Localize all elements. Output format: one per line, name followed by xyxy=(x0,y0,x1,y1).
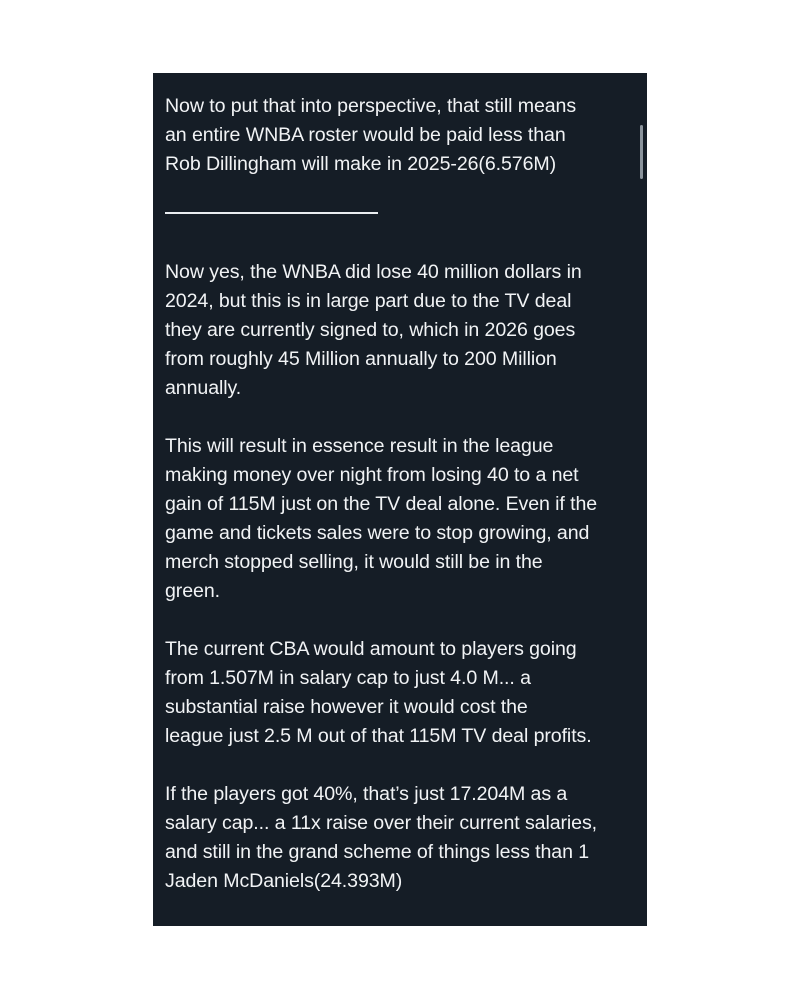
text-line: If the players got 40%, that’s just 17.204M as a xyxy=(165,783,568,805)
text-line: and still in the grand scheme of things less than 1 xyxy=(165,841,590,863)
text-line: merch stopped selling, it would still be in the xyxy=(165,551,543,573)
paragraph-cba xyxy=(165,635,635,751)
paragraph-gap xyxy=(165,751,635,780)
text-line: from roughly 45 Million annually to 200 Million xyxy=(165,348,557,370)
text-line: This will result in essence result in the league xyxy=(165,435,554,457)
paragraph-gap xyxy=(165,606,635,635)
text-line: they are currently signed to, which in 2026 goes xyxy=(165,319,576,341)
text-line: game and tickets sales were to stop growing, and xyxy=(165,522,590,544)
text-line: annually. xyxy=(165,377,242,399)
text-line: from 1.507M in salary cap to just 4.0 M... a xyxy=(165,667,531,689)
text-line: making money over night from losing 40 to a net xyxy=(165,464,579,486)
paragraph-perspective xyxy=(165,92,635,179)
text-line: Now to put that into perspective, that still means xyxy=(165,95,577,117)
text-line: Rob Dillingham will make in 2025-26(6.576M) xyxy=(165,153,557,175)
text-line: Now yes, the WNBA did lose 40 million dollars in xyxy=(165,261,582,283)
text-line: 2024, but this is in large part due to the TV deal xyxy=(165,290,572,312)
text-line: salary cap... a 11x raise over their current salaries, xyxy=(165,812,598,834)
post-panel[interactable] xyxy=(153,73,647,926)
text-line: Jaden McDaniels(24.393M) xyxy=(165,870,403,892)
text-line: green. xyxy=(165,580,220,602)
paragraph-league-profit xyxy=(165,432,635,606)
text-line: an entire WNBA roster would be paid less than xyxy=(165,124,566,146)
text-line: league just 2.5 M out of that 115M TV deal profits. xyxy=(165,725,592,747)
text-line: gain of 115M just on the TV deal alone. Even if the xyxy=(165,493,598,515)
paragraph-salary-cap xyxy=(165,780,635,896)
scrollbar-thumb[interactable] xyxy=(640,125,643,179)
post-text xyxy=(165,92,635,896)
paragraph-tv-deal xyxy=(165,258,635,403)
section-divider xyxy=(165,212,378,214)
text-line: The current CBA would amount to players going xyxy=(165,638,577,660)
paragraph-gap xyxy=(165,403,635,432)
text-line: substantial raise however it would cost the xyxy=(165,696,528,718)
